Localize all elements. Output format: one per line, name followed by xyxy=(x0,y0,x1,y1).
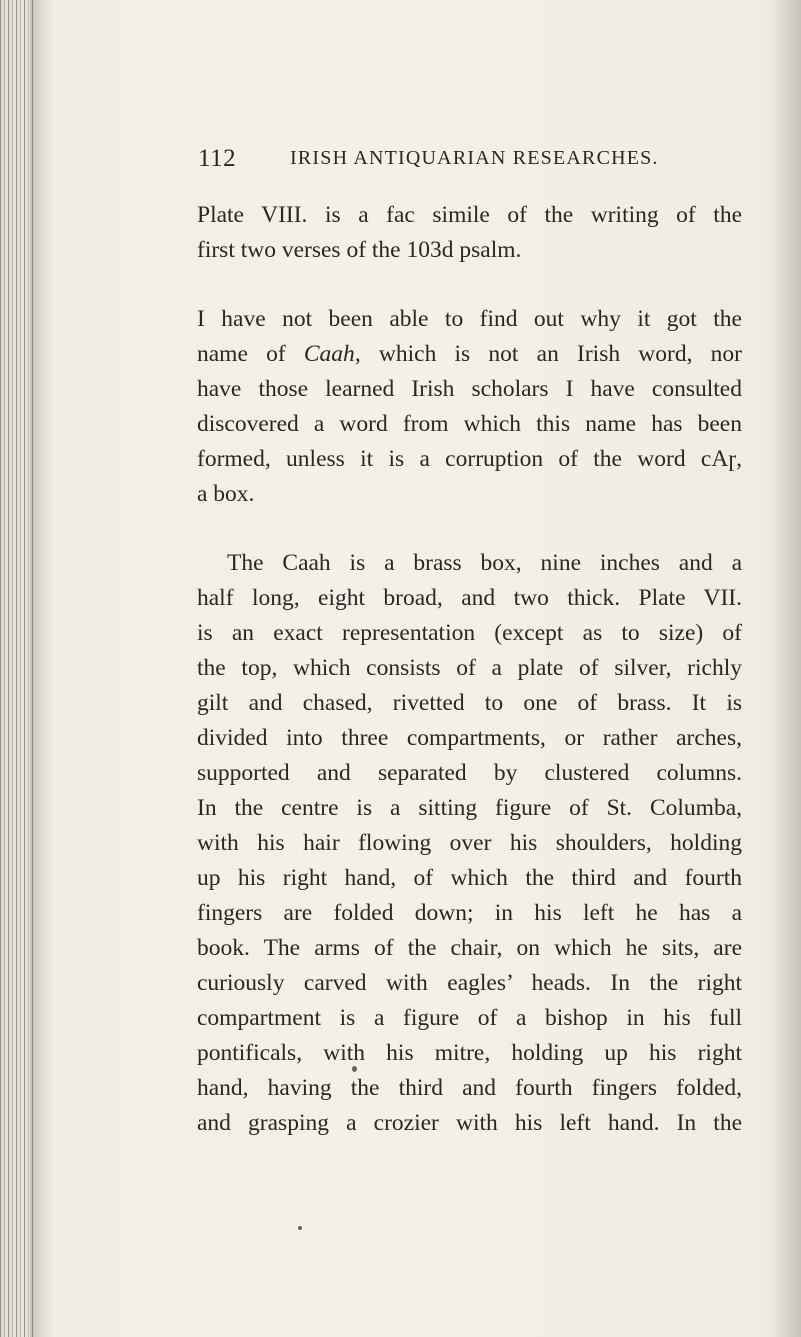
text-line: formed, unless it is a corruption of the word cAɼ, xyxy=(197,446,742,472)
text-line: and grasping a crozier with his left hand. In the xyxy=(197,1110,742,1136)
page-number: 112 xyxy=(198,145,237,172)
text-line: The Caah is a brass box, nine inches and a xyxy=(227,550,742,576)
text-line: with his hair flowing over his shoulders, holding xyxy=(197,830,742,856)
text-line: discovered a word from which this name has been xyxy=(197,411,742,437)
text-line: compartment is a figure of a bishop in his full xyxy=(197,1005,742,1031)
text-line: I have not been able to find out why it got the xyxy=(197,306,742,332)
text-line: gilt and chased, rivetted to one of brass. It is xyxy=(197,690,742,716)
text-line: is an exact representation (except as to size) of xyxy=(197,620,742,646)
text-line: first two verses of the 103d psalm. xyxy=(197,237,522,263)
text-line: fingers are folded down; in his left he has a xyxy=(197,900,742,926)
paragraph-1 xyxy=(197,198,742,268)
text-line: divided into three compartments, or rather arches, xyxy=(197,725,742,751)
text-line: In the centre is a sitting figure of St. Columba, xyxy=(197,795,742,821)
text-line: curiously carved with eagles’ heads. In the right xyxy=(197,970,742,996)
text-line: pontificals, with his mitre, holding up his right xyxy=(197,1040,742,1066)
text-line: half long, eight broad, and two thick. Plate VII. xyxy=(197,585,742,611)
text-line: supported and separated by clustered columns. xyxy=(197,760,742,786)
gutter-shadow xyxy=(30,0,54,1337)
running-head xyxy=(198,145,668,175)
text-line: hand, having the third and fourth fingers folded, xyxy=(197,1075,742,1101)
text-line: the top, which consists of a plate of silver, richly xyxy=(197,655,742,681)
text-fragment: , which is not an Irish word, nor xyxy=(354,341,742,367)
body-text xyxy=(197,198,742,1141)
italic-term: Caah xyxy=(303,341,355,367)
text-line: Plate VIII. is a fac simile of the writing of the xyxy=(197,202,742,228)
text-line: a box. xyxy=(197,481,255,507)
paragraph-2 xyxy=(197,302,742,512)
text-fragment: name of xyxy=(197,341,286,367)
paper-speck xyxy=(352,1066,357,1072)
book-binding-gutter xyxy=(0,0,34,1337)
running-title: IRISH ANTIQUARIAN RESEARCHES. xyxy=(290,147,659,169)
paragraph-3 xyxy=(197,546,742,1141)
page-edge-shadow xyxy=(773,0,801,1337)
paper-speck xyxy=(298,1226,302,1230)
text-line-mixed xyxy=(197,337,742,372)
text-line: have those learned Irish scholars I have consulted xyxy=(197,376,742,402)
text-line: up his right hand, of which the third and fourth xyxy=(197,865,742,891)
text-line: book. The arms of the chair, on which he sits, are xyxy=(197,935,742,961)
